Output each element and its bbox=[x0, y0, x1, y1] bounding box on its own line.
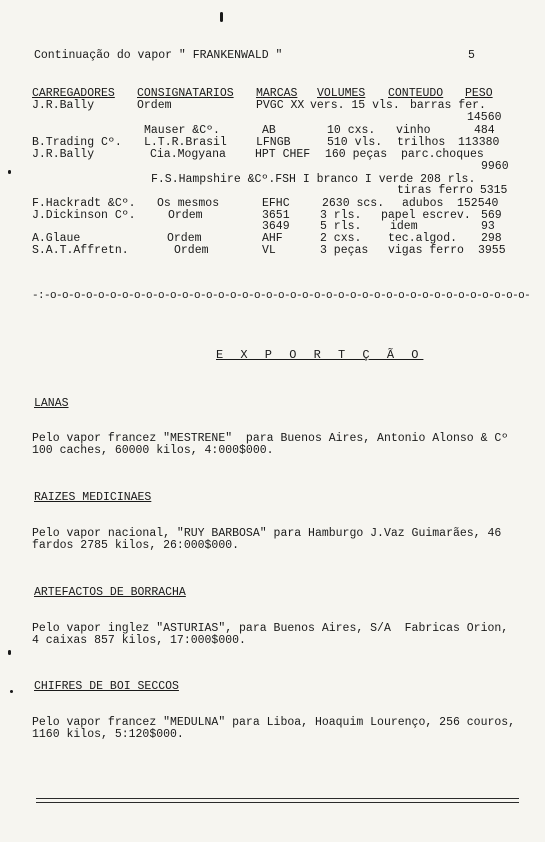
export-line: fardos 2785 kilos, 26:000$000. bbox=[32, 539, 240, 552]
table-row-marca: AB bbox=[262, 124, 276, 137]
tiras-line: tiras ferro 5315 bbox=[397, 184, 508, 197]
table-row-peso: 9960 bbox=[481, 160, 509, 173]
table-row-volumes: 2 cxs. bbox=[320, 232, 362, 245]
table-row-marca: HPT CHEF bbox=[255, 148, 311, 161]
continuation-title: Continuação do vapor " FRANKENWALD " bbox=[34, 49, 283, 62]
table-row-conteudo: vigas ferro bbox=[388, 244, 464, 257]
table-row-marca: AHF bbox=[262, 232, 283, 245]
table-row-marca: EFHC bbox=[262, 197, 290, 210]
table-row-consignatario: Ordem bbox=[167, 232, 202, 245]
export-heading: RAIZES MEDICINAES bbox=[34, 491, 152, 504]
table-row-conteudo: idem bbox=[390, 220, 418, 233]
table-row-peso: 113380 bbox=[458, 136, 500, 149]
table-row-volumes: 2630 scs. bbox=[322, 197, 385, 210]
export-line: Pelo vapor francez "MEDULNA" para Liboa, Hoaquim Lourenço, 256 couros, bbox=[32, 716, 516, 729]
table-row-conteudo: vinho bbox=[396, 124, 431, 137]
section-title: E X P O R T Ç Ã O bbox=[216, 348, 424, 362]
table-row-consignatario: Mauser &Cº. bbox=[144, 124, 220, 137]
table-row-consignatario: Ordem bbox=[168, 209, 203, 222]
table-row-peso: 93 bbox=[481, 220, 495, 233]
table-row-peso: 152540 bbox=[457, 197, 499, 210]
table-row-peso: 298 bbox=[481, 232, 502, 245]
table-row-peso: 484 bbox=[474, 124, 495, 137]
col-header-carregadores: CARREGADORES bbox=[32, 87, 115, 100]
table-row-marca: LFNGB bbox=[256, 136, 291, 149]
table-row-consignatario: Ordem bbox=[137, 99, 172, 112]
table-row-carregador: S.A.T.Affretn. bbox=[32, 244, 129, 257]
footer-rule-2 bbox=[36, 802, 519, 803]
table-row-peso: 3955 bbox=[478, 244, 506, 257]
table-row-conteudo: trilhos bbox=[397, 136, 446, 149]
table-row-consignatario: L.T.R.Brasil bbox=[144, 136, 227, 149]
table-row-conteudo: adubos bbox=[402, 197, 444, 210]
table-row-volumes: 3 peças bbox=[320, 244, 369, 257]
divider-line: -:-o-o-o-o-o-o-o-o-o-o-o-o-o-o-o-o-o-o-o-o-o-o-o-o-o-o-o-o-o-o-o-o-o-o-o-o-o-o-o-o- bbox=[32, 290, 531, 302]
col-header-conteudo: CONTEUDO bbox=[388, 87, 444, 100]
table-row-volumes: 5 rls. bbox=[320, 220, 362, 233]
table-row-carregador: B.Trading Cº. bbox=[32, 136, 122, 149]
table-row-carregador: J.Dickinson Cº. bbox=[32, 209, 136, 222]
export-heading: CHIFRES DE BOI SECCOS bbox=[34, 680, 179, 693]
export-line: 4 caixas 857 kilos, 17:000$000. bbox=[32, 634, 246, 647]
page-number: 5 bbox=[468, 49, 475, 62]
col-header-consignatarios: CONSIGNATARIOS bbox=[137, 87, 234, 100]
export-line: Pelo vapor francez "MESTRENE" para Buenos Aires, Antonio Alonso & Cº bbox=[32, 432, 509, 445]
scan-mark-left-3 bbox=[10, 690, 13, 693]
hampshire-line: F.S.Hampshire &Cº.FSH I branco I verde 208 rls. bbox=[151, 173, 476, 186]
table-row-volumes: 160 peças bbox=[325, 148, 388, 161]
table-row-volumes: 3 rls. bbox=[320, 209, 362, 222]
col-header-marcas: MARCAS bbox=[256, 87, 298, 100]
table-row-peso: 569 bbox=[481, 209, 502, 222]
table-row-volumes: 10 cxs. bbox=[327, 124, 376, 137]
table-row-marca: 3649 bbox=[262, 220, 290, 233]
export-line: Pelo vapor inglez "ASTURIAS", para Buenos Aires, S/A Fabricas Orion, bbox=[32, 622, 509, 635]
table-row-marca: 3651 bbox=[262, 209, 290, 222]
table-row-volumes: 510 vls. bbox=[327, 136, 383, 149]
table-row-consignatario: Os mesmos bbox=[157, 197, 220, 210]
table-row-consignatario: Cia.Mogyana bbox=[150, 148, 226, 161]
table-row-conteudo: barras fer. bbox=[410, 99, 486, 112]
footer-rule-1 bbox=[36, 798, 519, 799]
table-row-conteudo: parc.choques bbox=[401, 148, 484, 161]
table-row-conteudo: papel escrev. bbox=[381, 209, 471, 222]
table-row-conteudo: tec.algod. bbox=[388, 232, 458, 245]
table-row-carregador: J.R.Bally bbox=[32, 148, 95, 161]
table-row-marca: PVGC XX bbox=[256, 99, 305, 112]
export-heading: ARTEFACTOS DE BORRACHA bbox=[34, 586, 186, 599]
table-row-carregador: A.Glaue bbox=[32, 232, 81, 245]
export-heading: LANAS bbox=[34, 397, 69, 410]
col-header-peso: PESO bbox=[465, 87, 493, 100]
scan-mark-left-2 bbox=[8, 650, 11, 655]
table-row-volumes: vers. 15 vls. bbox=[310, 99, 400, 112]
table-row-peso: 14560 bbox=[467, 111, 502, 124]
table-row-consignatario: Ordem bbox=[174, 244, 209, 257]
export-line: 100 caches, 60000 kilos, 4:000$000. bbox=[32, 444, 274, 457]
scan-mark-left-1 bbox=[8, 170, 11, 174]
export-line: Pelo vapor nacional, "RUY BARBOSA" para Hamburgo J.Vaz Guimarães, 46 bbox=[32, 527, 502, 540]
table-row-carregador: F.Hackradt &Cº. bbox=[32, 197, 136, 210]
col-header-volumes: VOLUMES bbox=[317, 87, 366, 100]
table-row-carregador: J.R.Bally bbox=[32, 99, 95, 112]
export-line: 1160 kilos, 5:120$000. bbox=[32, 728, 184, 741]
scan-mark-top bbox=[220, 12, 223, 22]
table-row-marca: VL bbox=[262, 244, 276, 257]
